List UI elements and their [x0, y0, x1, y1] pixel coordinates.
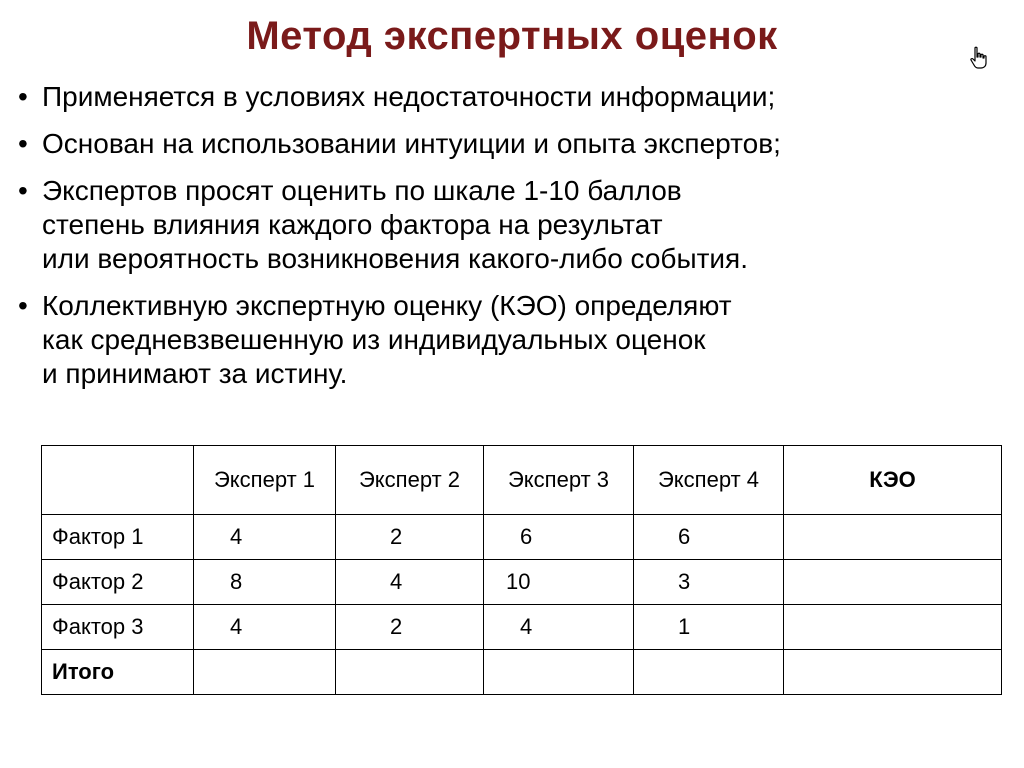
header-cell-empty: [42, 446, 194, 515]
expert-table: [41, 445, 1002, 695]
table-cell: 2: [336, 515, 484, 560]
table-cell: [484, 650, 634, 695]
slide-title: Метод экспертных оценок: [246, 14, 778, 58]
row-label: Фактор 3: [42, 605, 194, 650]
row-label: Фактор 1: [42, 515, 194, 560]
table-cell: 4: [194, 605, 336, 650]
table-cell: 1: [634, 605, 784, 650]
table-cell: 4: [484, 605, 634, 650]
bullet-item: • Коллективную экспертную оценку (КЭО) определяют как средневзвешенную из индивидуальных оценок и принимают за истину.: [18, 289, 1008, 391]
kzo-cell: [784, 605, 1002, 650]
kzo-cell: [784, 650, 1002, 695]
row-label: Фактор 2: [42, 560, 194, 605]
bullet-item: • Основан на использовании интуиции и опыта экспертов;: [18, 127, 1008, 161]
kzo-cell: [784, 515, 1002, 560]
header-expert-4: Эксперт 4: [634, 446, 784, 515]
hand-pointer-icon: [968, 46, 990, 70]
table-cell: 3: [634, 560, 784, 605]
table-header-row: [42, 446, 1002, 515]
header-expert-1: Эксперт 1: [194, 446, 336, 515]
table-cell: 4: [194, 515, 336, 560]
table-cell: [336, 650, 484, 695]
header-kzo: КЭО: [784, 446, 1002, 515]
bullet-list: [18, 80, 1008, 404]
table-row: [42, 605, 1002, 650]
table-cell: 6: [484, 515, 634, 560]
table-cell: 2: [336, 605, 484, 650]
bullet-item: • Экспертов просят оценить по шкале 1-10 баллов степень влияния каждого фактора на результат или вероятность возникновения какого-либо события.: [18, 174, 1008, 276]
table-total-row: [42, 650, 1002, 695]
table-cell: 6: [634, 515, 784, 560]
header-expert-2: Эксперт 2: [336, 446, 484, 515]
table-cell: [194, 650, 336, 695]
header-expert-3: Эксперт 3: [484, 446, 634, 515]
table-cell: 4: [336, 560, 484, 605]
table-row: [42, 560, 1002, 605]
bullet-item: • Применяется в условиях недостаточности информации;: [18, 80, 1008, 114]
kzo-cell: [784, 560, 1002, 605]
table-cell: 10: [484, 560, 634, 605]
table-row: [42, 515, 1002, 560]
table-cell: 8: [194, 560, 336, 605]
table-cell: [634, 650, 784, 695]
total-label: Итого: [42, 650, 194, 695]
